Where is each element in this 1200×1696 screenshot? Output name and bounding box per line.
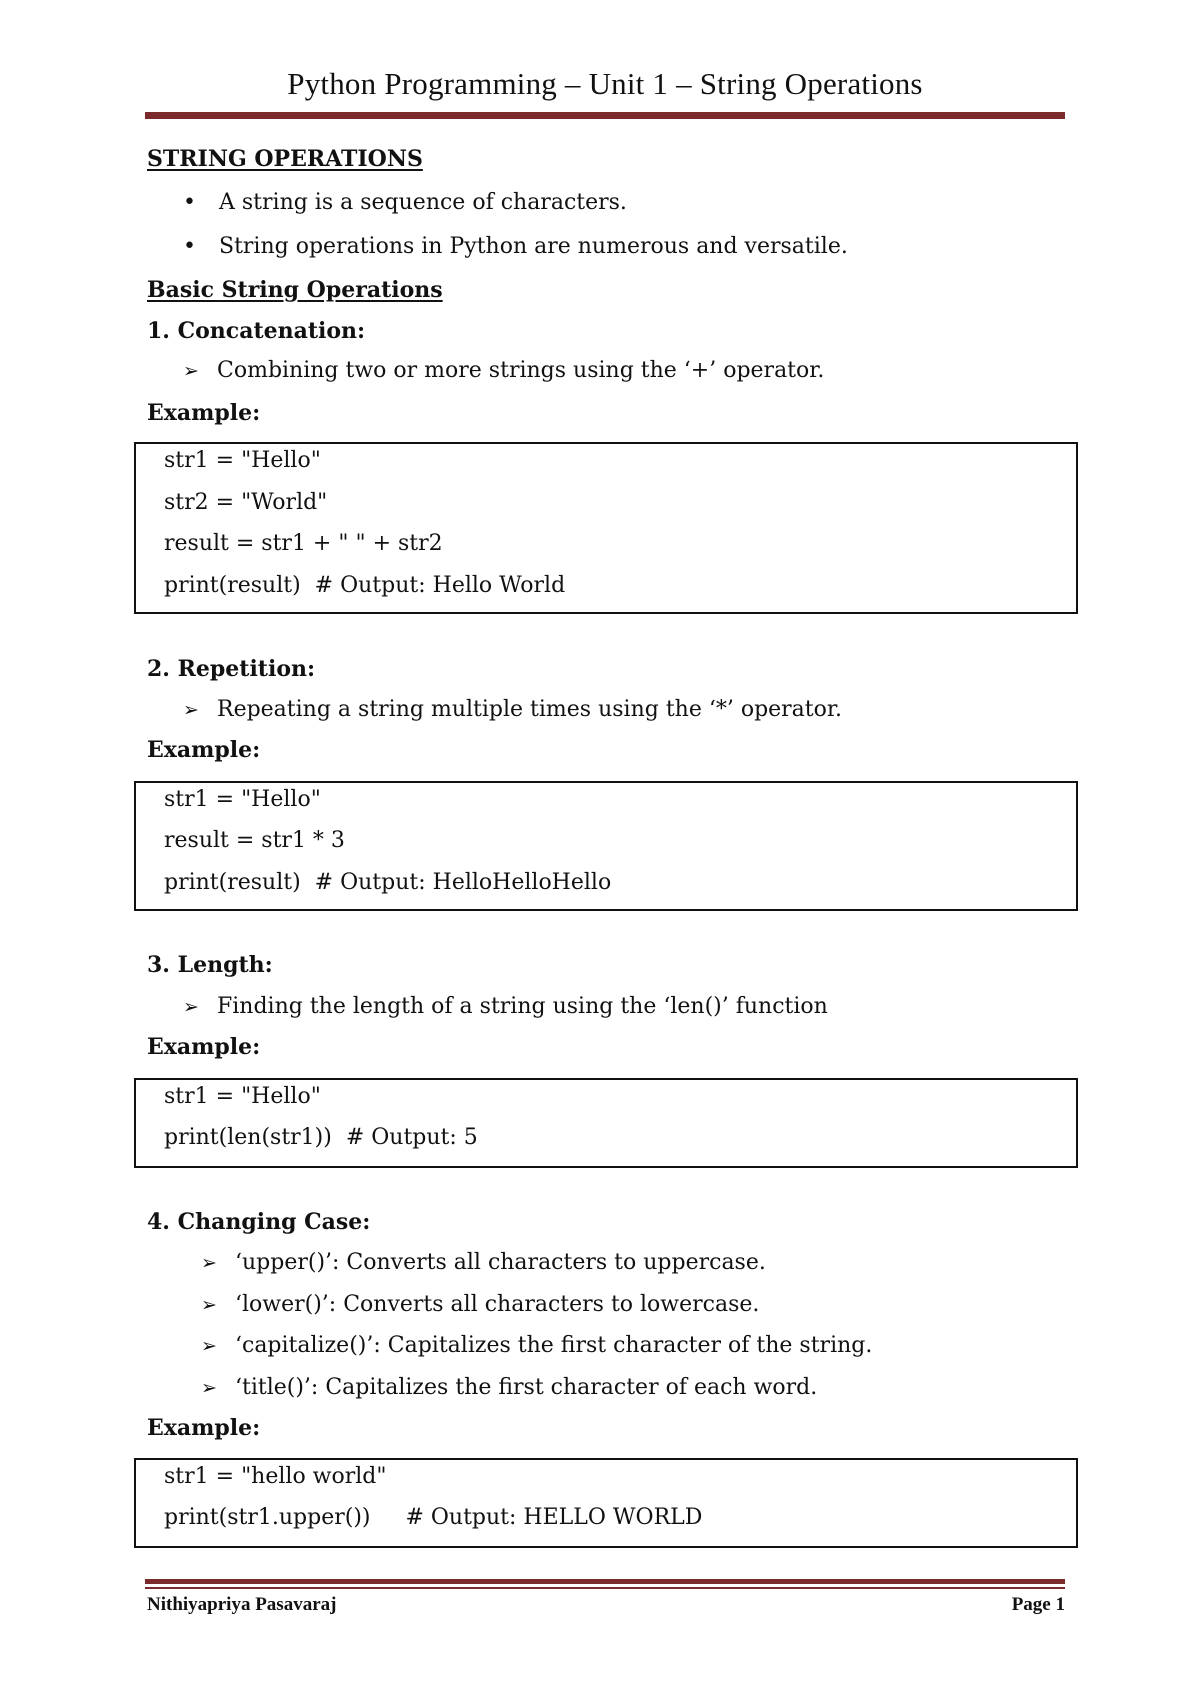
arrow-bullet-icon: ➢: [183, 360, 199, 382]
length-heading: 3. Length:: [147, 952, 273, 978]
code-line: str1 = "Hello": [164, 787, 321, 812]
point-text: ‘title()’: Capitalizes the first character of each word.: [235, 1375, 818, 1400]
point-text: ‘lower()’: Converts all characters to lowercase.: [235, 1292, 760, 1317]
code-line: str1 = "Hello": [164, 1084, 321, 1109]
footer-page-number: Page 1: [1011, 1594, 1065, 1615]
code-line: result = str1 + " " + str2: [164, 531, 443, 556]
length-point: [183, 994, 828, 1019]
changing-case-point-1: [201, 1250, 766, 1275]
code-line: print(result) # Output: Hello World: [164, 573, 566, 598]
changing-case-point-4: [201, 1375, 817, 1400]
code-line: print(len(str1)) # Output: 5: [164, 1125, 478, 1150]
length-code-box: [134, 1078, 1078, 1168]
point-text: ‘capitalize()’: Capitalizes the first character of the string.: [235, 1333, 873, 1358]
bullet-icon: •: [183, 234, 196, 259]
example-label: Example:: [147, 1034, 261, 1060]
arrow-bullet-icon: ➢: [183, 996, 199, 1018]
changing-case-code-box: [134, 1458, 1078, 1548]
changing-case-point-3: [201, 1333, 872, 1358]
repetition-point: [183, 697, 842, 722]
code-line: result = str1 * 3: [164, 828, 345, 853]
point-text: Repeating a string multiple times using the ‘*’ operator.: [217, 697, 842, 722]
footer-rule-thin: [145, 1587, 1065, 1589]
intro-bullet-text: A string is a sequence of characters.: [219, 190, 627, 215]
concatenation-heading: 1. Concatenation:: [147, 318, 366, 344]
code-line: str1 = "Hello": [164, 448, 321, 473]
code-line: str2 = "World": [164, 490, 328, 515]
code-line: print(str1.upper()) # Output: HELLO WORLD: [164, 1505, 703, 1530]
arrow-bullet-icon: ➢: [201, 1377, 217, 1399]
code-line: print(result) # Output: HelloHelloHello: [164, 870, 612, 895]
repetition-code-box: [134, 781, 1078, 911]
arrow-bullet-icon: ➢: [201, 1335, 217, 1357]
basic-string-operations-heading: Basic String Operations: [147, 277, 443, 303]
string-operations-heading: STRING OPERATIONS: [147, 146, 423, 172]
code-line: str1 = "hello world": [164, 1464, 387, 1489]
header-rule: [145, 112, 1065, 119]
arrow-bullet-icon: ➢: [201, 1294, 217, 1316]
point-text: ‘upper()’: Converts all characters to uppercase.: [235, 1250, 766, 1275]
page-header-title: Python Programming – Unit 1 – String Operations: [287, 66, 923, 101]
concatenation-code-box: [134, 442, 1078, 614]
repetition-heading: 2. Repetition:: [147, 656, 316, 682]
example-label: Example:: [147, 737, 261, 763]
changing-case-point-2: [201, 1292, 759, 1317]
concatenation-point: [183, 358, 824, 383]
point-text: Combining two or more strings using the ‘+’ operator.: [217, 358, 825, 383]
example-label: Example:: [147, 400, 261, 426]
intro-bullet-text: String operations in Python are numerous and versatile.: [219, 234, 848, 259]
footer-rule: [145, 1579, 1065, 1584]
point-text: Finding the length of a string using the ‘len()’ function: [217, 994, 828, 1019]
example-label: Example:: [147, 1415, 261, 1441]
footer-author: Nithiyapriya Pasavaraj: [147, 1594, 337, 1615]
arrow-bullet-icon: ➢: [201, 1252, 217, 1274]
arrow-bullet-icon: ➢: [183, 699, 199, 721]
changing-case-heading: 4. Changing Case:: [147, 1209, 371, 1235]
bullet-icon: •: [183, 190, 196, 215]
